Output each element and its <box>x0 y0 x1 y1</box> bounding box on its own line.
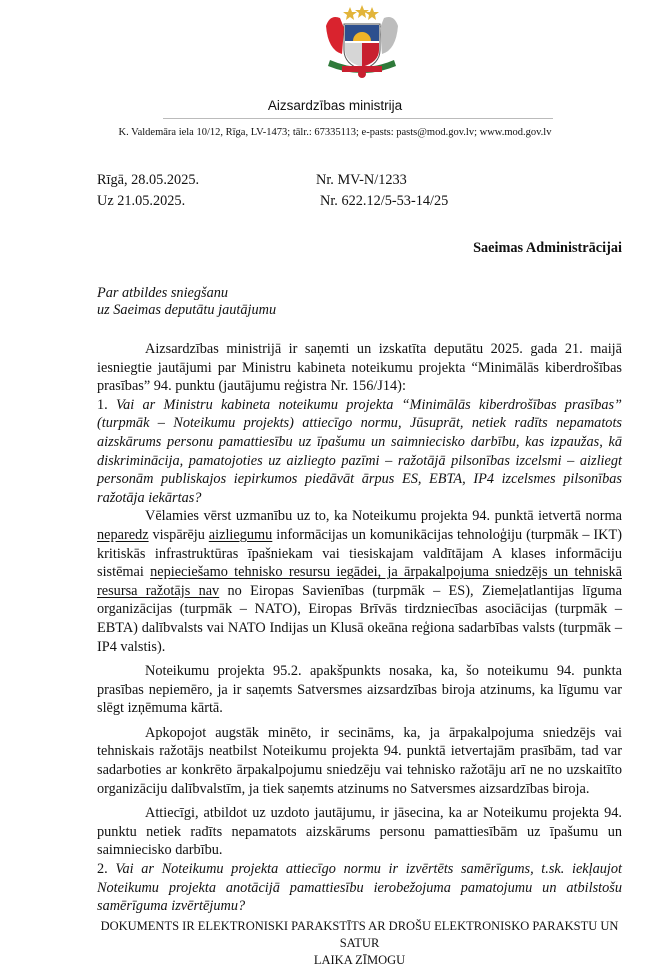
paragraph-answer-1 <box>97 507 622 656</box>
text: vispārēju <box>148 526 209 543</box>
document-number: Nr. MV-N/1233 <box>316 172 407 188</box>
paragraph-exception: Noteikumu projekta 95.2. apakšpunkts nosaka, ka, šo noteikumu 94. punkta prasības nepiemēro, ja ir saņemts Satversmes aizsardzības biroja atzinums, ka līgumu var slēgt izņēmuma kārtā. <box>97 663 622 717</box>
question-number: 2. <box>97 861 116 878</box>
contact-line: K. Valdemāra iela 10/12, Rīga, LV-1473; tālr.: 67335113; e-pasts: pasts@mod.gov.lv; www.mod.gov.lv <box>118 127 552 138</box>
question-text: Vai ar Ministru kabineta noteikumu projekta “Minimālās kiberdrošības prasības” (turpmāk – Noteikumu projekts) attiecīgo normu, Jūsuprāt, netiek radīts nepamatots aizskārums personu pamattiesību uz īpašumu un saimniecisko darbību, kas izpaužas, kā diskriminācija, pamatojoties uz aizliegto pazīmi – ražotājā pilsonības izcelsmi – aizliegt personām publiskajos iepirkumos piedāvāt ārpus ES, EBTA, IP4 izcelsmes pilsonības ražotāja iekārtas? <box>97 396 623 506</box>
underlined-text: neparedz <box>97 526 149 543</box>
text: Vēlamies vērst uzmanību uz to, ka Noteikumu projekta 94. punktā ietvertā norma <box>145 508 622 525</box>
paragraph-summary: Apkopojot augstāk minēto, ir secināms, ka, ja ārpakalpojuma sniedzējs vai tehniskais ražotājs neatbilst Noteikumu projekta 94. punktā ietvertajām prasībām, tad var sadarboties ar konkrēto ārpakalpojumu sniedzēju vai tehnisko ražotāju arī ne no uzskaitīto organizāciju dalībvalstīm, ja tiek saņemts atzinums no Satversmes aizsardzības biroja. <box>97 724 622 797</box>
text: no Eiropas Savienības (turpmāk – ES), Ziemeļatlantijas līguma organizācijas (turpmāk – NATO), Eiropas Brīvās tirdzniecības asociācijas (turpmāk – EBTA) dalībvalsts vai NATO Indijas un Klusā okeāna reģiona sadarbības valsts (turpmāk – IP4 valstis). <box>97 582 622 655</box>
subject-line: Par atbildes sniegšanu <box>97 285 229 301</box>
place-date: Rīgā, 28.05.2025. <box>97 172 200 188</box>
letter-body <box>97 340 622 979</box>
letter-header <box>0 0 670 340</box>
subject <box>97 285 276 318</box>
latvia-coat-of-arms-logo <box>312 4 408 82</box>
underlined-text: aizliegumu <box>208 526 273 543</box>
notice-line: DOKUMENTS IR ELEKTRONISKI PARAKSTĪTS AR DROŠU ELEKTRONISKO PARAKSTU UN SATUR <box>100 918 619 950</box>
signature-notice <box>97 918 622 969</box>
addressee: Saeimas Administrācijai <box>473 240 622 256</box>
header-divider <box>163 118 553 119</box>
question-number: 1. <box>97 396 116 413</box>
ministry-name: Aizsardzības ministrija <box>267 98 403 113</box>
underlined-text: nepieciešamo tehnisko resursu iegādei, ja ārpakalpojuma sniedzējs un tehniskā resursa ražotājs nav <box>97 564 622 599</box>
text: informācijas un komunikācijas tehnoloģiju (turpmāk – IKT) kritiskās infrastruktūras īpašniekam vai tiesiskajam valdītājam A klases informāciju sistēmai <box>97 526 622 581</box>
question-2 <box>97 860 622 916</box>
question-text: Vai ar Noteikumu projekta attiecīgo normu ir izvērtēts samērīgums, t.sk. iekļaujot Noteikumu projekta anotācijā pamattiesību ierobežojuma pamatojumu un atbilstošu samērīguma izvērtējumu? <box>97 861 622 915</box>
question-1 <box>97 396 622 508</box>
reference-number: Nr. 622.12/5-53-14/25 <box>320 193 449 209</box>
subject-line: uz Saeimas deputātu jautājumu <box>97 301 277 318</box>
paragraph-intro: Aizsardzības ministrijā ir saņemti un izskatīta deputātu 2025. gada 21. maijā iesniegtie jautājumi par Ministru kabineta noteikumu projekta “Minimālās kiberdrošības prasības” 94. punktu (jautājumu reģistra Nr. 156/J14): <box>97 341 622 395</box>
reference-date: Uz 21.05.2025. <box>97 193 186 209</box>
paragraph-conclusion: Attiecīgi, atbildot uz uzdoto jautājumu, ir jāsecina, ka ar Noteikumu projekta 94. punktu netiek radīts nepamatots aizskārums personu pamattiesībām uz īpašumu un saimniecisko darbību. <box>97 805 622 859</box>
notice-line: LAIKA ZĪMOGU <box>313 952 406 967</box>
